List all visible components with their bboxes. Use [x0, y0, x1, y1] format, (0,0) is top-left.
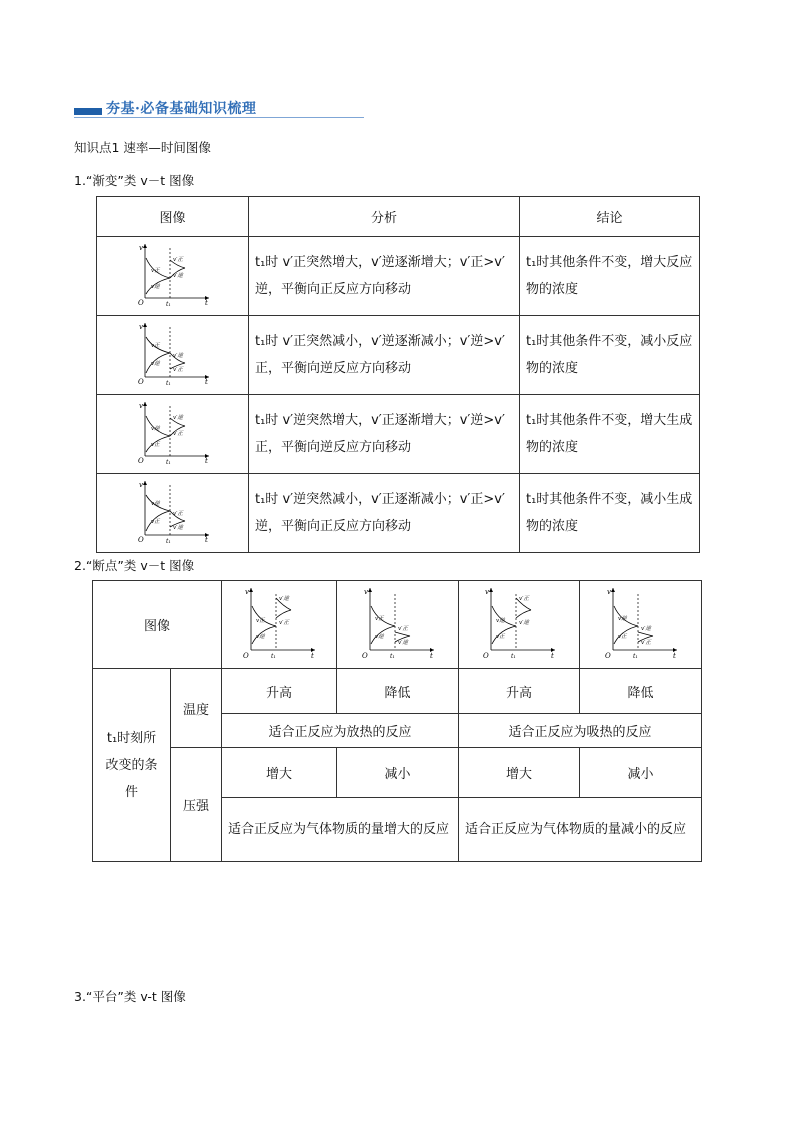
svg-text:t: t: [204, 378, 208, 386]
svg-text:O: O: [137, 378, 144, 386]
svg-text:O: O: [243, 651, 249, 660]
svg-text:v′逆: v′逆: [172, 525, 183, 531]
vt-graph-temp-up-exo: [239, 584, 319, 662]
svg-text:t: t: [672, 651, 676, 660]
graph-cell: [97, 237, 249, 316]
section-header: [74, 98, 364, 122]
svg-text:v: v: [606, 587, 611, 596]
row-header-image: 图像: [93, 581, 222, 669]
temperature-change: 降低: [580, 669, 702, 714]
svg-text:t₁: t₁: [165, 301, 171, 308]
table-row: [97, 237, 700, 316]
column-header-analysis: 分析: [249, 197, 520, 237]
svg-text:v′正: v′正: [519, 595, 529, 602]
svg-text:v′逆: v′逆: [172, 353, 183, 359]
breakpoint-table: [92, 580, 702, 862]
svg-text:O: O: [137, 457, 144, 465]
svg-text:t₁: t₁: [165, 538, 171, 545]
table-row: [97, 395, 700, 474]
pressure-note: 适合正反应为气体物质的量减小的反应: [459, 798, 702, 862]
vt-graph-temp-up-endo: [479, 584, 559, 662]
pressure-label: 压强: [171, 748, 222, 862]
header-underline: [74, 117, 364, 118]
svg-text:v′逆: v′逆: [519, 619, 529, 626]
svg-text:v逆: v逆: [150, 501, 160, 507]
svg-text:v: v: [138, 323, 143, 331]
graph-cell: [97, 316, 249, 395]
column-header-image: 图像: [97, 197, 249, 237]
svg-text:t: t: [429, 651, 433, 660]
pressure-change: 减小: [580, 748, 702, 798]
svg-text:O: O: [137, 536, 144, 544]
svg-text:v′正: v′正: [172, 511, 183, 517]
svg-text:O: O: [604, 651, 611, 660]
svg-text:t: t: [311, 651, 314, 660]
svg-text:t₁: t₁: [389, 652, 395, 660]
condition-label: t₁时刻所改变的条件: [93, 669, 171, 862]
section3-title: 3.“平台”类 v-t 图像: [74, 989, 186, 1004]
svg-text:t: t: [551, 651, 554, 660]
temperature-note: 适合正反应为吸热的反应: [459, 714, 702, 748]
analysis-cell: t₁时 v′逆突然减小，v′正逐渐减小；v′正>v′逆，平衡向正反应方向移动: [249, 474, 520, 553]
svg-text:v′逆: v′逆: [172, 273, 183, 279]
svg-text:v正: v正: [150, 268, 160, 274]
svg-text:O: O: [137, 299, 144, 307]
vt-graph-temp-down-exo: [358, 584, 438, 662]
temperature-row: [93, 669, 702, 714]
graph-cell: [337, 581, 459, 669]
graph-cell: [580, 581, 702, 669]
conclusion-cell: t₁时其他条件不变，增大反应物的浓度: [520, 237, 700, 316]
svg-text:v′正: v′正: [172, 257, 183, 263]
svg-text:v逆: v逆: [150, 284, 160, 290]
svg-text:v′逆: v′逆: [172, 415, 183, 421]
svg-text:v′正: v′正: [172, 431, 183, 437]
pressure-note: 适合正反应为气体物质的量增大的反应: [222, 798, 459, 862]
svg-text:v: v: [138, 402, 143, 410]
graph-cell: [97, 474, 249, 553]
svg-text:v逆: v逆: [617, 615, 627, 622]
temperature-change: 降低: [337, 669, 459, 714]
svg-text:v′正: v′正: [279, 619, 289, 626]
graph-cell: [459, 581, 580, 669]
svg-text:v′正: v′正: [397, 625, 408, 632]
svg-text:t₁: t₁: [271, 652, 276, 660]
analysis-cell: t₁时 v′正突然减小，v′逆逐渐减小；v′逆>v′正，平衡向逆反应方向移动: [249, 316, 520, 395]
temperature-change: 升高: [459, 669, 580, 714]
pressure-change: 增大: [459, 748, 580, 798]
graph-cell: [97, 395, 249, 474]
svg-text:v正: v正: [150, 343, 160, 349]
svg-text:v′逆: v′逆: [397, 639, 408, 646]
conclusion-cell: t₁时其他条件不变，增大生成物的浓度: [520, 395, 700, 474]
knowledge-point-title: 知识点1 速率—时间图像: [74, 140, 211, 155]
pressure-change: 减小: [337, 748, 459, 798]
table-header-row: [97, 197, 700, 237]
svg-text:O: O: [361, 651, 368, 660]
svg-text:v: v: [138, 481, 143, 489]
svg-text:t: t: [204, 536, 208, 544]
svg-text:t: t: [204, 299, 208, 307]
analysis-cell: t₁时 v′逆突然增大，v′正逐渐增大；v′逆>v′正，平衡向逆反应方向移动: [249, 395, 520, 474]
svg-text:t₁: t₁: [632, 652, 638, 660]
temperature-note: 适合正反应为放热的反应: [222, 714, 459, 748]
svg-text:v′正: v′正: [640, 639, 651, 646]
svg-text:v正: v正: [256, 617, 265, 624]
conclusion-cell: t₁时其他条件不变，减小反应物的浓度: [520, 316, 700, 395]
svg-text:O: O: [483, 651, 489, 660]
svg-text:v逆: v逆: [150, 426, 160, 432]
svg-text:t₁: t₁: [165, 459, 171, 466]
graph-row: [93, 581, 702, 669]
conclusion-cell: t₁时其他条件不变，减小生成物的浓度: [520, 474, 700, 553]
analysis-cell: t₁时 v′正突然增大，v′逆逐渐增大；v′正>v′逆，平衡向正反应方向移动: [249, 237, 520, 316]
temperature-change: 升高: [222, 669, 337, 714]
table-row: [97, 474, 700, 553]
svg-text:v′逆: v′逆: [279, 595, 289, 602]
svg-text:v正: v正: [617, 633, 627, 640]
svg-text:t₁: t₁: [165, 380, 171, 387]
header-bar-decoration: [74, 108, 102, 115]
svg-text:v逆: v逆: [150, 361, 160, 367]
svg-text:t: t: [204, 457, 208, 465]
pressure-change: 增大: [222, 748, 337, 798]
gradual-change-table: [96, 196, 700, 553]
pressure-row: [93, 748, 702, 798]
svg-text:v逆: v逆: [496, 617, 505, 624]
section-header-title: 夯基·必备基础知识梳理: [106, 101, 257, 117]
table-row: [97, 316, 700, 395]
vt-graph-temp-down-endo: [601, 584, 681, 662]
svg-text:v′正: v′正: [172, 367, 183, 373]
svg-text:v: v: [245, 587, 249, 596]
vt-graph-decrease-product: [133, 477, 213, 545]
vt-graph-decrease-reactant: [133, 319, 213, 387]
temperature-label: 温度: [171, 669, 222, 748]
svg-text:v正: v正: [496, 633, 505, 640]
svg-text:v逆: v逆: [256, 633, 265, 640]
svg-text:v′逆: v′逆: [640, 625, 651, 632]
svg-text:v正: v正: [150, 442, 160, 448]
graph-cell: [222, 581, 337, 669]
svg-text:v: v: [363, 587, 368, 596]
svg-text:v逆: v逆: [374, 633, 384, 640]
section2-title: 2.“断点”类 v－t 图像: [74, 558, 195, 573]
section1-title: 1.“渐变”类 v－t 图像: [74, 173, 195, 188]
svg-text:v正: v正: [374, 615, 384, 622]
svg-text:v: v: [138, 244, 143, 252]
vt-graph-increase-reactant: [133, 240, 213, 308]
vt-graph-increase-product: [133, 398, 213, 466]
column-header-conclusion: 结论: [520, 197, 700, 237]
svg-text:t₁: t₁: [511, 652, 516, 660]
svg-text:v正: v正: [150, 519, 160, 525]
svg-text:v: v: [485, 587, 489, 596]
